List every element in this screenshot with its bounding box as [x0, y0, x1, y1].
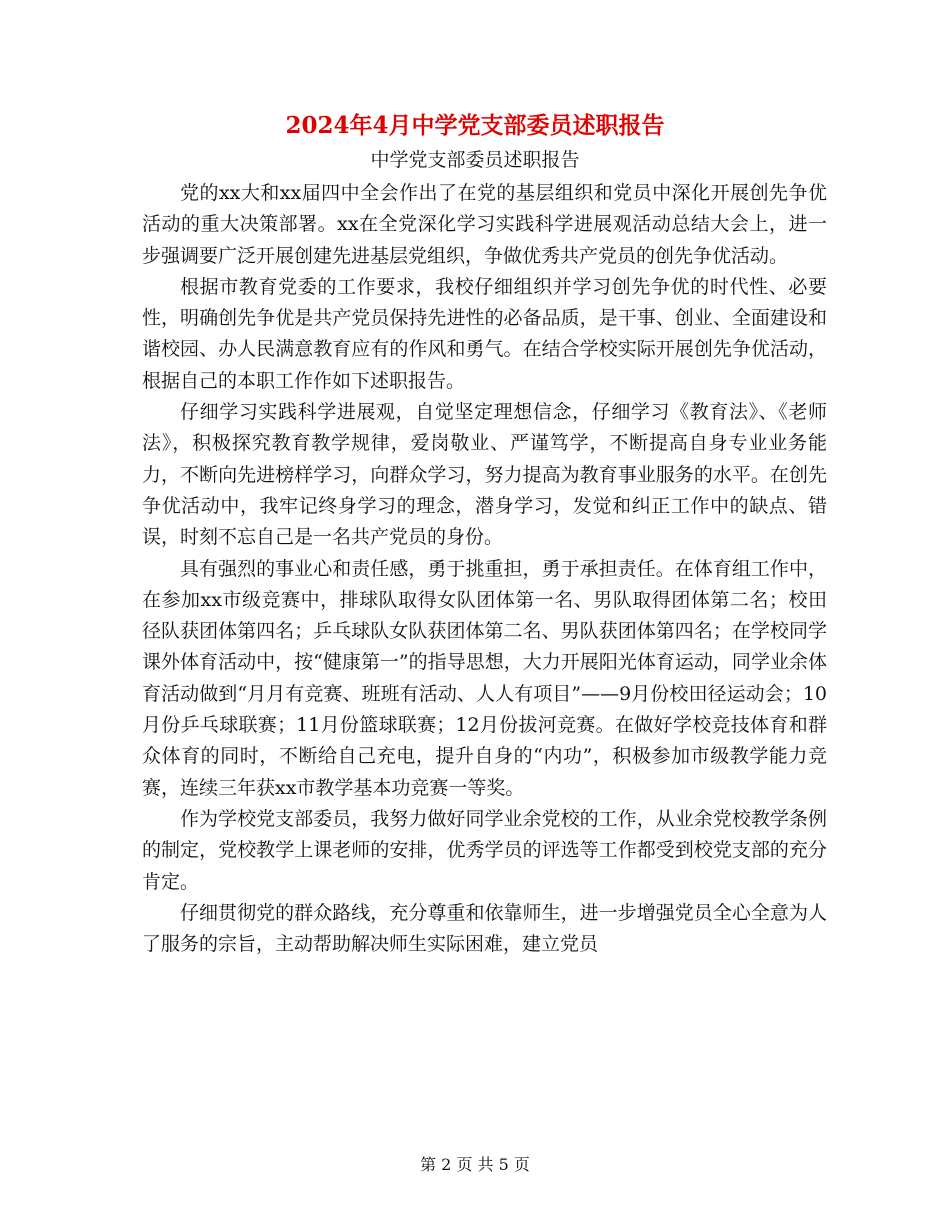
document-subtitle: 中学党支部委员述职报告	[370, 149, 580, 171]
paragraph: 仔细贯彻党的群众路线，充分尊重和依靠师生，进一步增强党员全心全意为人了服务的宗旨，主动帮助解决师生实际困难，建立党员	[142, 901, 827, 956]
document-title: 2024年4月中学党支部委员述职报告	[285, 112, 665, 139]
page-footer: 第 2 页 共 5 页	[420, 1155, 530, 1174]
paragraph: 党的xx大和xx届四中全会作出了在党的基层组织和党员中深化开展创先争优活动的重大决策部署。xx在全党深化学习实践科学进展观活动总结大会上，进一步强调要广泛开展创建先进基层党组织，争做优秀共产党员的创先争优活动。	[142, 182, 827, 267]
paragraph: 根据市教育党委的工作要求，我校仔细组织并学习创先争优的时代性、必要性，明确创先争优是共产党员保持先进性的必备品质，是干事、创业、全面建设和谐校园、办人民满意教育应有的作风和勇气。在结合学校实际开展创先争优活动，根据自己的本职工作作如下述职报告。	[142, 275, 827, 392]
paragraph: 作为学校党支部委员，我努力做好同学业余党校的工作，从业余党校教学条例的制定，党校教学上课老师的安排，优秀学员的评选等工作都受到校党支部的充分肯定。	[142, 807, 827, 893]
paragraph: 具有强烈的事业心和责任感，勇于挑重担，勇于承担责任。在体育组工作中，在参加xx市级竞赛中，排球队取得女队团体第一名、男队取得团体第二名；校田径队获团体第四名；乒乓球队女队获团体第二名、男队获团体第四名；在学校同学课外体育活动中，按“健康第一”的指导思想，大力开展阳光体育运动，同学业余体育活动做到“月月有竞赛、班班有活动、人人有项目”——9月份校田径运动会；10月份乒乓球联赛；11月份篮球联赛；12月份拔河竞赛。在做好学校竞技体育和群众体育的同时，不断给自己充电，提升自身的“内功”，积极参加市级教学能力竞赛，连续三年获xx市教学基本功竞赛一等奖。	[142, 557, 827, 799]
document-body	[142, 178, 827, 960]
paragraph: 仔细学习实践科学进展观，自觉坚定理想信念，仔细学习《教育法》、《老师法》，积极探究教育教学规律，爱岗敬业、严谨笃学，不断提高自身专业业务能力，不断向先进榜样学习，向群众学习，努力提高为教育事业服务的水平。在创先争优活动中，我牢记终身学习的理念，潜身学习，发觉和纠正工作中的缺点、错误，时刻不忘自己是一名共产党员的身份。	[142, 401, 827, 549]
